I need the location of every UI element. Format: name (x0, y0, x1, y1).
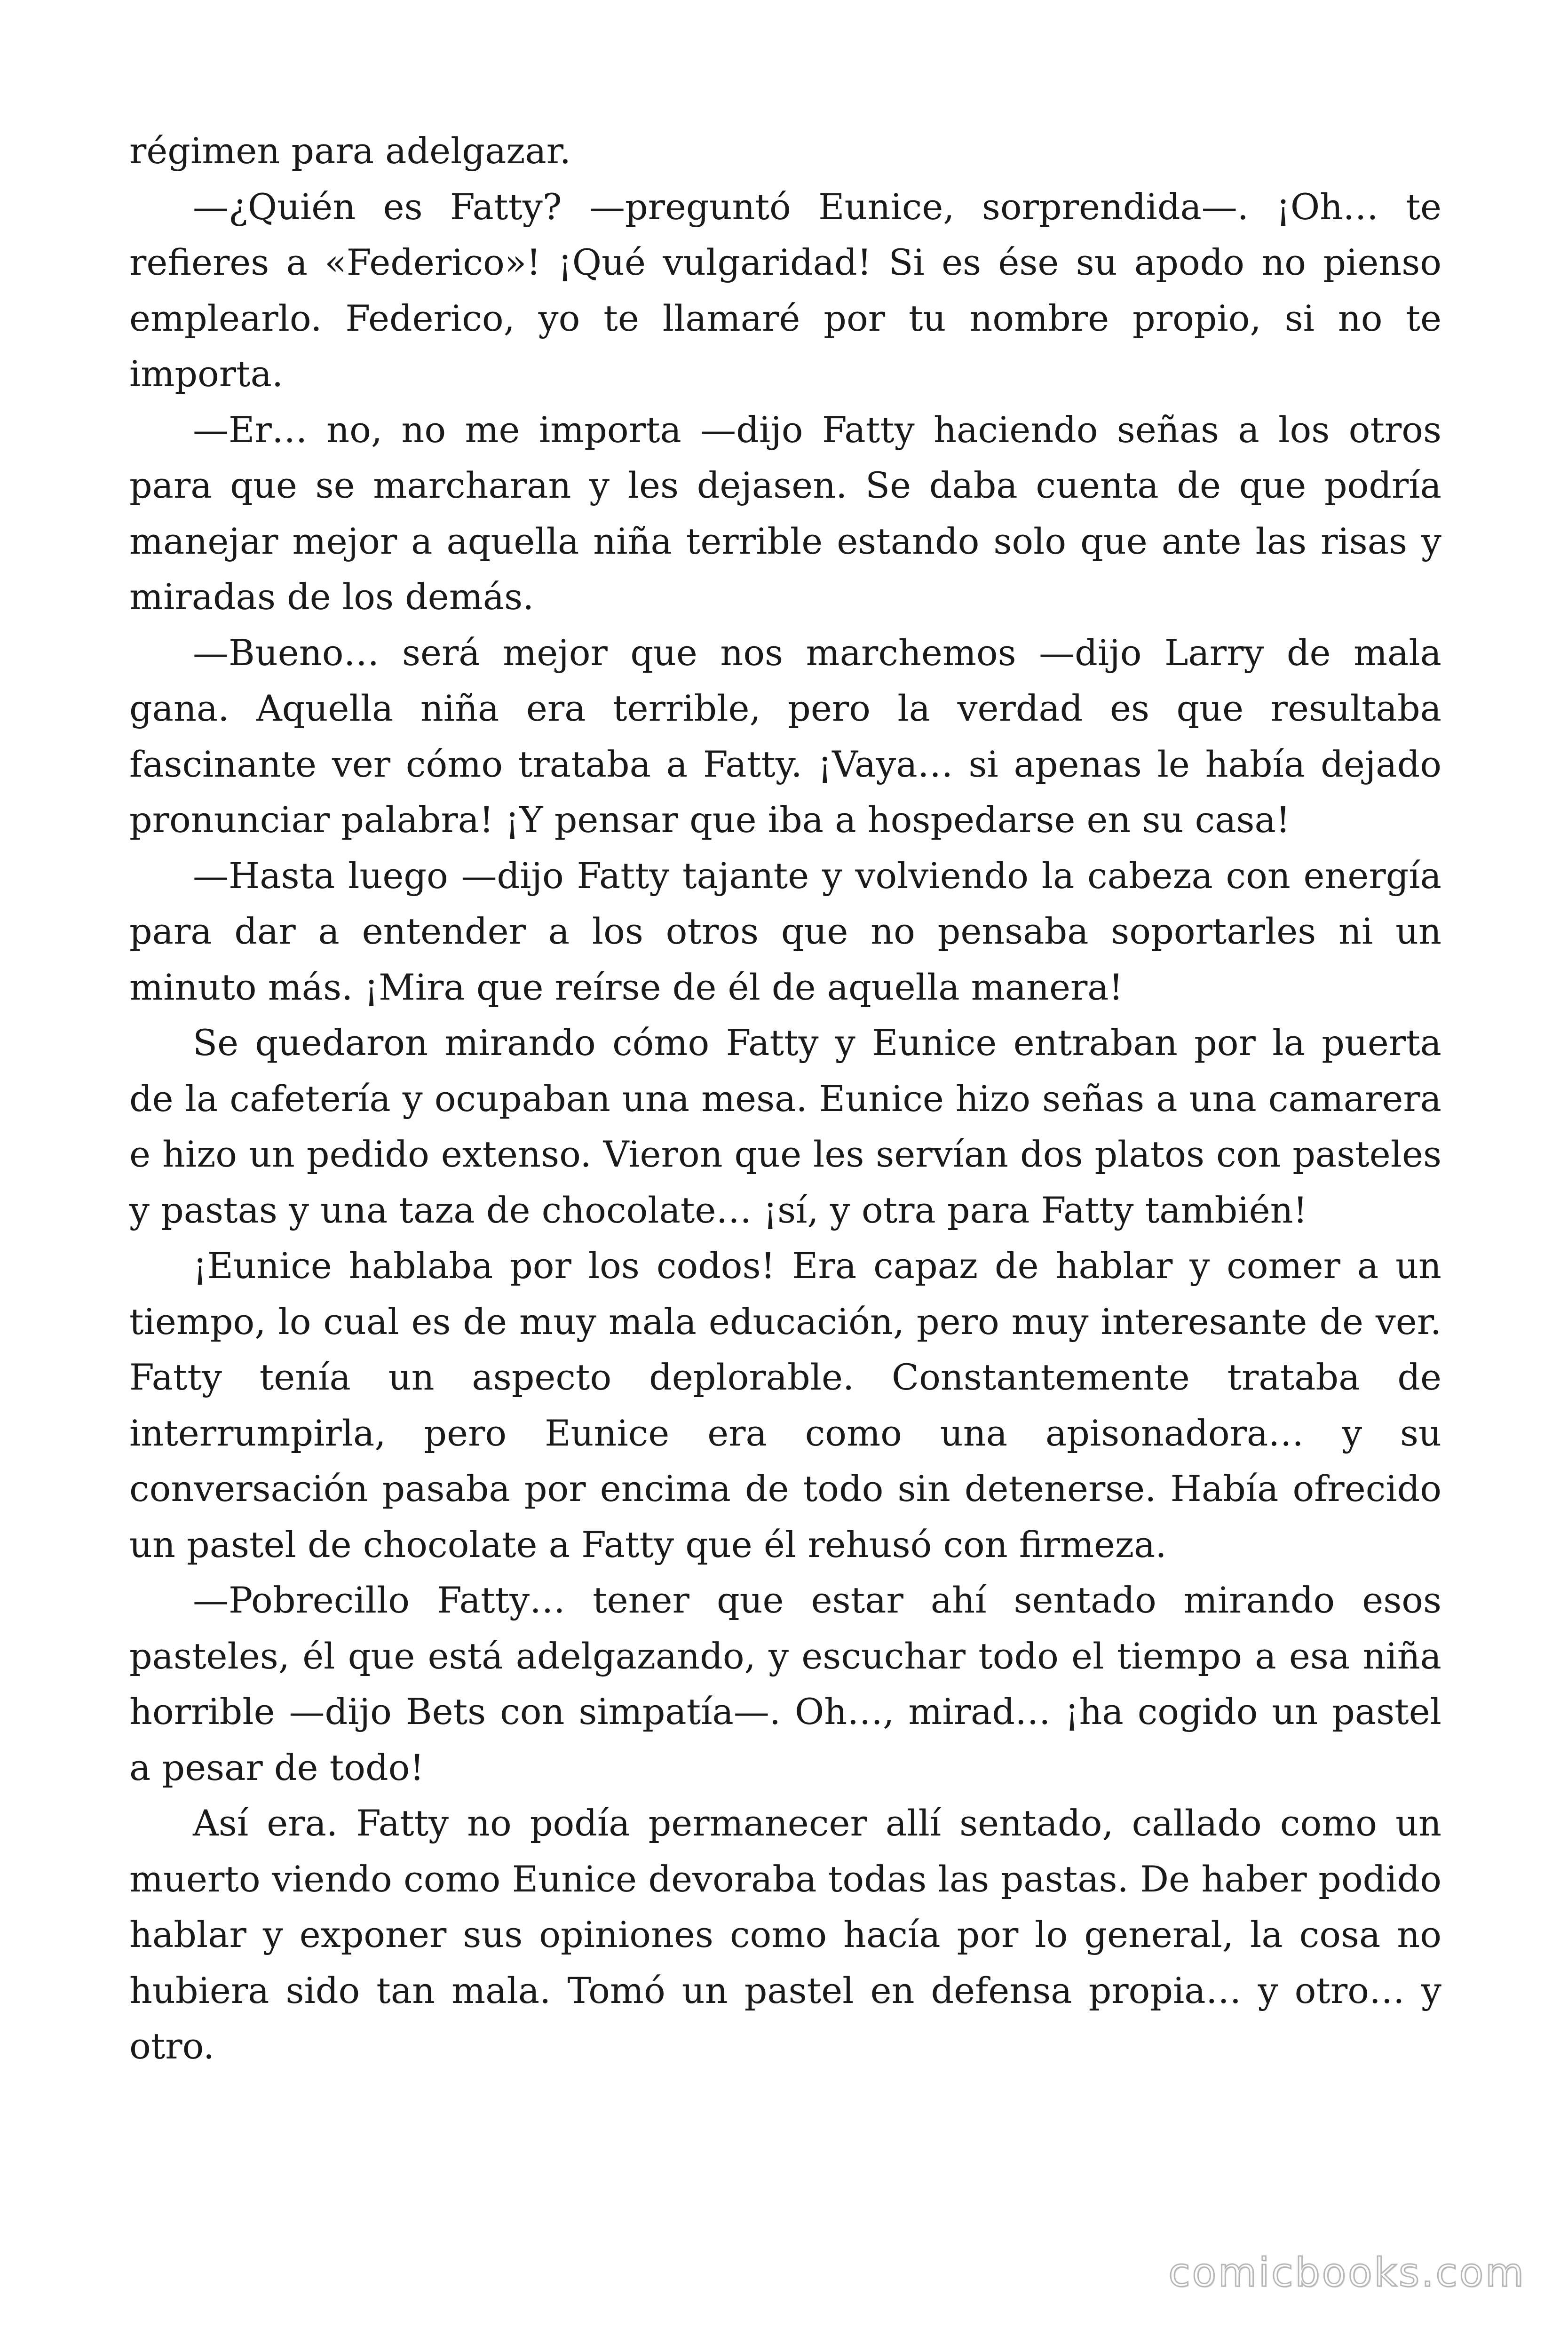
paragraph-3: —Er… no, no me importa —dijo Fatty haciendo señas a los otros para que se marcharan y les dejasen. Se daba cuenta de que podría manejar mejor a aquella niña terrible estando solo que ante las risas y miradas de los demás. (129, 408, 1441, 618)
page-body (129, 123, 1441, 2074)
paragraph-2: —¿Quién es Fatty? —preguntó Eunice, sorprendida—. ¡Oh… te refieres a «Federico»! ¡Qué vulgaridad! Si es ése su apodo no pienso emplearlo. Federico, yo te llamaré por tu nombre propio, si no te importa. (129, 185, 1441, 395)
paragraph-1: régimen para adelgazar. (129, 130, 571, 172)
paragraph-9: Así era. Fatty no podía permanecer allí sentado, callado como un muerto viendo como Eunice devoraba todas las pastas. De haber podido hablar y exponer sus opiniones como hacía por lo general, la cosa no hubiera sido tan mala. Tomó un pastel en defensa propia… y otro… y otro. (129, 1802, 1441, 2067)
watermark: comicbooks.com (1168, 2249, 1526, 2296)
paragraph-7: ¡Eunice hablaba por los codos! Era capaz de hablar y comer a un tiempo, lo cual es de muy mala educación, pero muy interesante de ver. Fatty tenía un aspecto deplorable. Constantemente trataba de interrumpirla, pero Eunice era como una apisonadora… y su conversación pasaba por encima de todo sin detenerse. Había ofrecido un pastel de chocolate a Fatty que él rehusó con firmeza. (129, 1245, 1441, 1565)
paragraph-8: —Pobrecillo Fatty… tener que estar ahí sentado mirando esos pasteles, él que está adelgazando, y escuchar todo el tiempo a esa niña horrible —dijo Bets con simpatía—. Oh…, mirad… ¡ha cogido un pastel a pesar de todo! (129, 1579, 1441, 1788)
paragraph-4: —Bueno… será mejor que nos marchemos —dijo Larry de mala gana. Aquella niña era terrible, pero la verdad es que resultaba fascinante ver cómo trataba a Fatty. ¡Vaya… si apenas le había dejado pronunciar palabra! ¡Y pensar que iba a hospedarse en su casa! (129, 631, 1441, 841)
paragraph-5: —Hasta luego —dijo Fatty tajante y volviendo la cabeza con energía para dar a entender a los otros que no pensaba soportarles ni un minuto más. ¡Mira que reírse de él de aquella manera! (129, 854, 1441, 1008)
paragraph-6: Se quedaron mirando cómo Fatty y Eunice entraban por la puerta de la cafetería y ocupaban una mesa. Eunice hizo señas a una camarera e hizo un pedido extenso. Vieron que les servían dos platos con pasteles y pastas y una taza de chocolate… ¡sí, y otra para Fatty también! (129, 1022, 1441, 1231)
